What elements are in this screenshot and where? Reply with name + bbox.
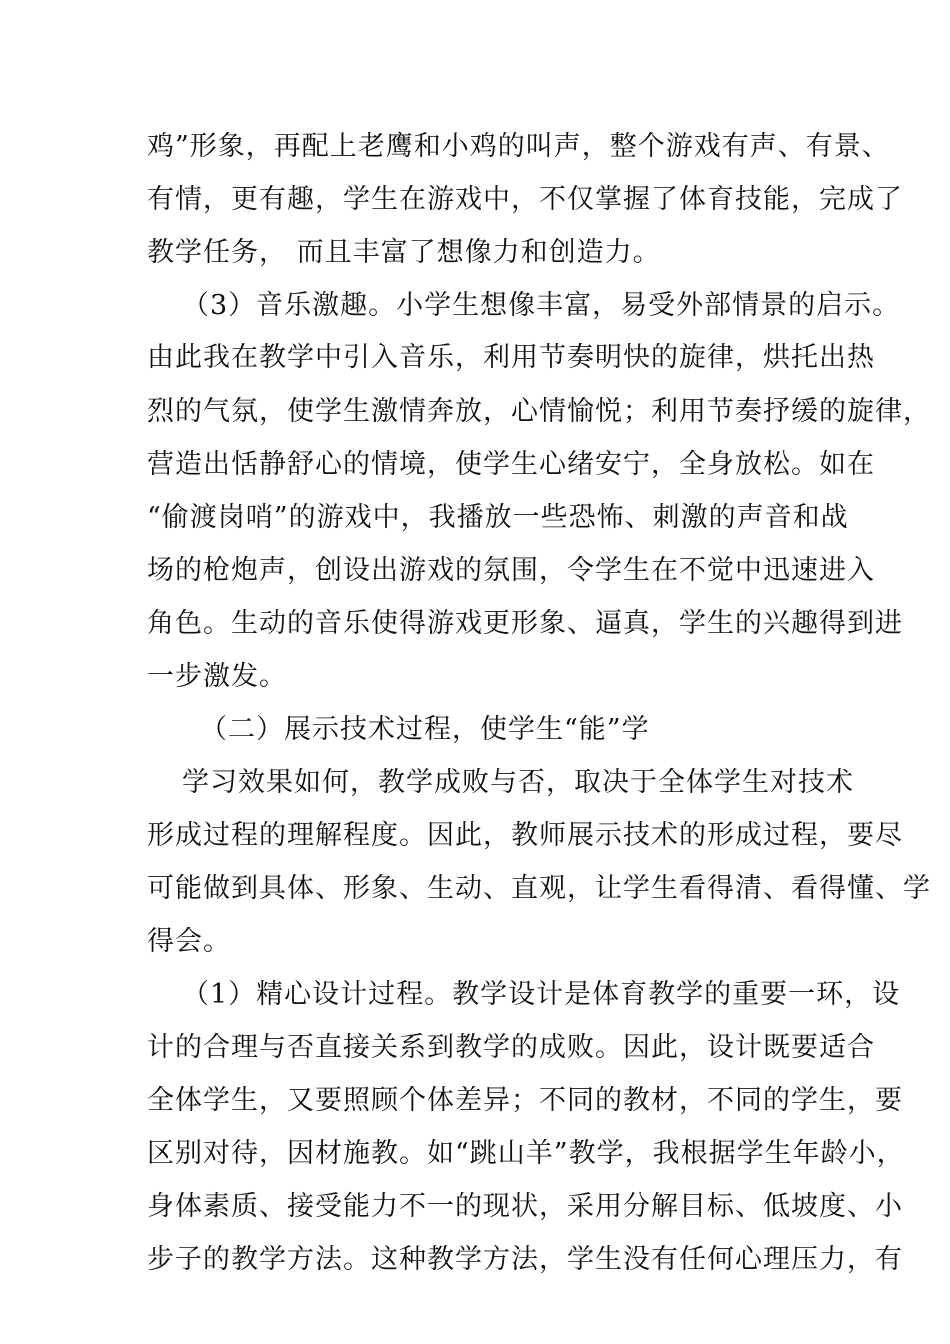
text-line: 步子的教学方法。这种教学方法，学生没有任何心理压力，有 — [147, 1244, 903, 1275]
text-line: 角色。生动的音乐使得游戏更形象、逼真，学生的兴趣得到进 — [147, 608, 903, 639]
text-line: 全体学生，又要照顾个体差异；不同的教材，不同的学生，要 — [147, 1085, 903, 1116]
text-line: 计的合理与否直接关系到教学的成败。因此，设计既要适合 — [147, 1032, 875, 1063]
text-line: 烈的气氛，使学生激情奔放，心情愉悦；利用节奏抒缓的旋律， — [147, 396, 931, 427]
text-line: 教学任务， 而且丰富了想像力和创造力。 — [147, 237, 661, 268]
text-line: （3）音乐激趣。小学生想像丰富，易受外部情景的启示。 — [182, 290, 901, 321]
text-line: 可能做到具体、形象、生动、直观，让学生看得清、看得懂、学 — [147, 873, 931, 904]
text-line: 场的枪炮声，创设出游戏的氛围，令学生在不觉中迅速进入 — [147, 555, 875, 586]
text-line: 有情，更有趣，学生在游戏中，不仅掌握了体育技能，完成了 — [147, 184, 903, 215]
text-line: 学习效果如何，教学成败与否，取决于全体学生对技术 — [182, 767, 854, 798]
text-line: 形成过程的理解程度。因此，教师展示技术的形成过程，要尽 — [147, 820, 903, 851]
text-line: 身体素质、接受能力不一的现状，采用分解目标、低坡度、小 — [147, 1191, 903, 1222]
text-line: 得会。 — [147, 926, 231, 957]
text-line: “偷渡岗哨”的游戏中，我播放一些恐怖、刺激的声音和战 — [147, 502, 849, 533]
text-line: 由此我在教学中引入音乐，利用节奏明快的旋律，烘托出热 — [147, 342, 875, 373]
text-line: 鸡”形象，再配上老鹰和小鸡的叫声，整个游戏有声、有景、 — [147, 131, 890, 162]
text-line: 区别对待，因材施教。如“跳山羊”教学，我根据学生年龄小， — [147, 1138, 905, 1169]
section-heading: （二）展示技术过程，使学生“能”学 — [200, 714, 650, 745]
text-line: 一步激发。 — [147, 661, 287, 692]
text-line: （1）精心设计过程。教学设计是体育教学的重要一环，设 — [182, 979, 901, 1010]
text-line: 营造出恬静舒心的情境，使学生心绪安宁，全身放松。如在 — [147, 449, 875, 480]
